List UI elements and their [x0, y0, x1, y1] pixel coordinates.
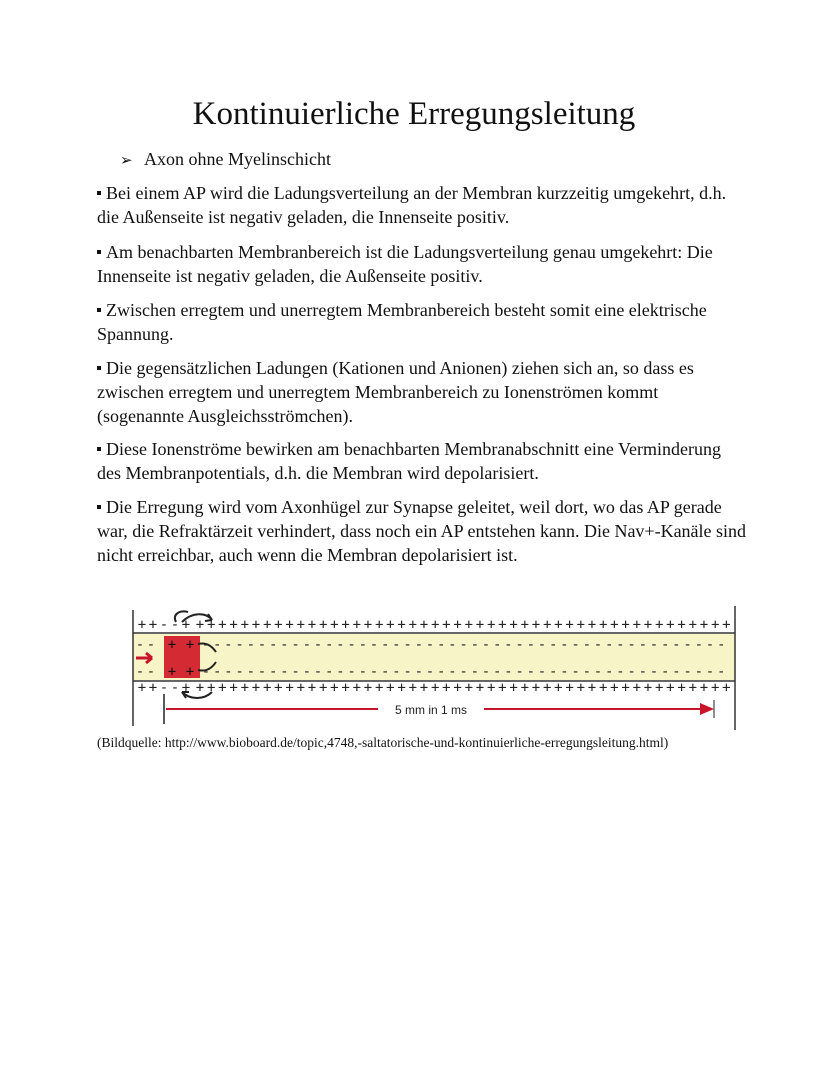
plus-charge: + [374, 617, 384, 633]
plus-charge: + [722, 617, 731, 633]
minus-charge: - [470, 637, 480, 653]
minus-charge: - [268, 664, 278, 680]
plus-charge: + [318, 617, 328, 633]
plus-charge: + [565, 680, 574, 696]
axon-diagram [128, 604, 742, 732]
plus-charge: + [643, 617, 653, 633]
plus-charge: + [453, 617, 462, 633]
minus-charge: - [135, 637, 145, 653]
minus-charge: - [280, 637, 289, 653]
plus-charge: + [167, 637, 177, 653]
minus-charge: - [571, 637, 580, 653]
minus-charge: - [481, 664, 491, 680]
plus-charge: + [666, 680, 675, 696]
plus-charge: + [352, 680, 362, 696]
minus-charge: - [548, 637, 558, 653]
minus-charge: - [291, 664, 300, 680]
minus-charge: - [313, 664, 323, 680]
minus-charge: - [159, 617, 169, 633]
minus-charge: - [492, 664, 502, 680]
plus-charge: + [419, 680, 429, 696]
minus-charge: - [347, 664, 356, 680]
minus-charge: - [358, 637, 368, 653]
minus-charge: - [201, 664, 211, 680]
plus-charge: + [251, 680, 261, 696]
plus-charge: + [710, 680, 720, 696]
plus-charge: + [699, 680, 709, 696]
plus-charge: + [274, 680, 283, 696]
minus-charge: - [336, 664, 345, 680]
plus-charge: + [520, 617, 530, 633]
plus-charge: + [363, 680, 373, 696]
plus-charge: + [677, 680, 686, 696]
minus-charge: - [380, 664, 390, 680]
plus-charge: + [296, 617, 306, 633]
subheading [120, 147, 331, 172]
plus-charge: + [430, 617, 440, 633]
minus-charge: - [716, 664, 726, 680]
minus-charge: - [683, 664, 692, 680]
minus-charge: - [302, 637, 312, 653]
plus-charge: + [610, 680, 619, 696]
plus-charge: + [419, 617, 429, 633]
square-bullet-icon [97, 191, 101, 195]
plus-charge: + [374, 680, 384, 696]
minus-charge: - [470, 664, 480, 680]
plus-charge: + [654, 680, 664, 696]
plus-charge: + [218, 617, 227, 633]
plus-charge: + [341, 617, 350, 633]
plus-charge: + [576, 617, 586, 633]
plus-charge: + [587, 617, 597, 633]
plus-charge: + [363, 617, 373, 633]
minus-charge: - [280, 664, 289, 680]
minus-charge: - [492, 637, 502, 653]
minus-charge: - [459, 637, 468, 653]
plus-charge: + [408, 617, 418, 633]
plus-charge: + [587, 680, 597, 696]
minus-charge: - [414, 664, 424, 680]
plus-charge: + [621, 680, 630, 696]
plus-charge: + [352, 617, 362, 633]
plus-charge: + [148, 680, 158, 696]
paragraph-text: Zwischen erregtem und unerregtem Membranbereich besteht somit eine elektrische Spannung. [97, 300, 707, 344]
minus-charge: - [358, 664, 368, 680]
minus-charge: - [380, 637, 390, 653]
plus-charge: + [710, 617, 720, 633]
image-source-caption: (Bildquelle: http://www.bioboard.de/topic,4748,-saltatorische-und-kontinuierliche-erregungsleitung.html) [97, 735, 669, 750]
minus-charge: - [672, 664, 681, 680]
minus-charge: - [459, 664, 468, 680]
minus-charge: - [504, 664, 513, 680]
plus-charge: + [699, 617, 709, 633]
minus-charge: - [593, 664, 603, 680]
minus-charge: - [571, 664, 580, 680]
paragraph-text: Am benachbarten Membranbereich ist die Ladungsverteilung genau umgekehrt: Die Innenseite ist negativ geladen, die Außenseite positiv. [97, 242, 713, 286]
minus-charge: - [649, 637, 659, 653]
plus-charge: + [722, 680, 731, 696]
plus-charge: + [229, 680, 238, 696]
plus-charge: + [296, 680, 306, 696]
plus-charge: + [397, 617, 406, 633]
plus-charge: + [610, 617, 619, 633]
minus-charge: - [448, 664, 457, 680]
minus-charge: - [515, 664, 524, 680]
minus-charge: - [235, 664, 244, 680]
axon-diagram-svg [128, 604, 742, 732]
plus-charge: + [185, 637, 195, 653]
minus-charge: - [638, 664, 648, 680]
plus-charge: + [531, 680, 541, 696]
minus-charge: - [246, 664, 256, 680]
plus-charge: + [262, 680, 272, 696]
plus-charge: + [486, 617, 496, 633]
plus-charge: + [240, 617, 250, 633]
minus-charge: - [324, 664, 334, 680]
plus-charge: + [542, 617, 552, 633]
minus-charge: - [403, 637, 412, 653]
minus-charge: - [425, 637, 435, 653]
plus-charge: + [509, 680, 518, 696]
plus-charge: + [307, 680, 317, 696]
minus-charge: - [537, 664, 547, 680]
plus-charge: + [453, 680, 462, 696]
plus-charge: + [386, 617, 395, 633]
minus-charge: - [526, 664, 536, 680]
plus-charge: + [632, 680, 642, 696]
plus-charge: + [330, 617, 339, 633]
minus-charge: - [369, 664, 379, 680]
minus-charge: - [548, 664, 558, 680]
minus-charge: - [694, 664, 704, 680]
minus-charge: - [369, 637, 379, 653]
minus-charge: - [660, 664, 670, 680]
minus-charge: - [324, 637, 334, 653]
minus-charge: - [436, 664, 446, 680]
minus-charge: - [347, 637, 356, 653]
plus-charge: + [654, 617, 664, 633]
minus-charge: - [604, 664, 614, 680]
minus-charge: - [448, 637, 457, 653]
plus-charge: + [442, 617, 451, 633]
plus-charge: + [430, 680, 440, 696]
plus-charge: + [206, 680, 216, 696]
plus-charge: + [185, 664, 195, 680]
plus-charge: + [498, 617, 507, 633]
minus-charge: - [672, 637, 681, 653]
plus-charge: + [442, 680, 451, 696]
minus-charge: - [660, 637, 670, 653]
minus-charge: - [504, 637, 513, 653]
minus-charge: - [616, 664, 625, 680]
plus-charge: + [137, 617, 147, 633]
minus-charge: - [481, 637, 491, 653]
paragraph-text: Die Erregung wird vom Axonhügel zur Synapse geleitet, weil dort, wo das AP gerade war, die Refraktärzeit verhindert, dass noch ein AP entstehen kann. Die Nav+-Kanäle sind nicht erreichbar, auch wenn die Membran depolarisiert ist. [97, 497, 747, 565]
minus-charge: - [212, 664, 222, 680]
plus-charge: + [565, 617, 574, 633]
minus-charge: - [170, 680, 180, 696]
minus-charge: - [257, 664, 267, 680]
minus-charge: - [224, 637, 233, 653]
plus-charge: + [598, 617, 608, 633]
paragraph [97, 495, 747, 567]
minus-charge: - [716, 637, 726, 653]
plus-charge: + [554, 617, 563, 633]
plus-charge: + [576, 680, 586, 696]
paragraph [97, 181, 747, 229]
plus-charge: + [229, 617, 238, 633]
plus-charge: + [408, 680, 418, 696]
minus-charge: - [257, 637, 267, 653]
minus-charge: - [604, 637, 614, 653]
plus-charge: + [464, 680, 474, 696]
square-bullet-icon [97, 447, 101, 451]
minus-charge: - [336, 637, 345, 653]
minus-charge: - [436, 637, 446, 653]
minus-charge: - [201, 637, 211, 653]
plus-charge: + [195, 680, 205, 696]
minus-charge: - [694, 637, 704, 653]
minus-charge: - [705, 637, 715, 653]
plus-charge: + [262, 617, 272, 633]
minus-charge: - [526, 637, 536, 653]
minus-charge: - [212, 637, 222, 653]
plus-charge: + [137, 680, 147, 696]
minus-charge: - [638, 637, 648, 653]
plus-charge: + [195, 617, 205, 633]
plus-charge: + [643, 680, 653, 696]
speed-label: 5 mm in 1 ms [394, 703, 468, 717]
plus-charge: + [330, 680, 339, 696]
minus-charge: - [582, 637, 592, 653]
plus-charge: + [318, 680, 328, 696]
plus-charge: + [274, 617, 283, 633]
minus-charge: - [616, 637, 625, 653]
paragraph [97, 437, 747, 485]
minus-charge: - [302, 664, 312, 680]
plus-charge: + [341, 680, 350, 696]
minus-charge: - [560, 637, 569, 653]
plus-charge: + [181, 617, 191, 633]
minus-charge: - [537, 637, 547, 653]
minus-charge: - [235, 637, 244, 653]
minus-charge: - [146, 664, 156, 680]
plus-charge: + [240, 680, 250, 696]
plus-charge: + [475, 680, 485, 696]
square-bullet-icon [97, 505, 101, 509]
plus-charge: + [386, 680, 395, 696]
arrow-bullet-icon: ➢ [120, 151, 133, 169]
plus-charge: + [677, 617, 686, 633]
minus-charge: - [392, 664, 401, 680]
minus-charge: - [683, 637, 692, 653]
minus-charge: - [224, 664, 233, 680]
plus-charge: + [542, 680, 552, 696]
plus-charge: + [520, 680, 530, 696]
plus-charge: + [688, 617, 698, 633]
minus-charge: - [392, 637, 401, 653]
minus-charge: - [246, 637, 256, 653]
plus-charge: + [251, 617, 261, 633]
minus-charge: - [268, 637, 278, 653]
minus-charge: - [313, 637, 323, 653]
plus-charge: + [285, 617, 294, 633]
plus-charge: + [148, 617, 158, 633]
minus-charge: - [560, 664, 569, 680]
plus-charge: + [666, 617, 675, 633]
minus-charge: - [627, 637, 636, 653]
minus-charge: - [170, 617, 180, 633]
plus-charge: + [688, 680, 698, 696]
minus-charge: - [649, 664, 659, 680]
subheading-text: Axon ohne Myelinschicht [144, 149, 331, 169]
minus-charge: - [414, 637, 424, 653]
minus-charge: - [705, 664, 715, 680]
paragraph-text: Diese Ionenströme bewirken am benachbarten Membranabschnitt eine Verminderung des Membranpotentials, d.h. die Membran wird depolarisiert. [97, 439, 721, 483]
plus-charge: + [181, 680, 191, 696]
minus-charge: - [582, 664, 592, 680]
minus-charge: - [159, 680, 169, 696]
plus-charge: + [621, 617, 630, 633]
minus-charge: - [425, 664, 435, 680]
plus-charge: + [509, 617, 518, 633]
plus-charge: + [554, 680, 563, 696]
plus-charge: + [397, 680, 406, 696]
minus-charge: - [403, 664, 412, 680]
paragraph [97, 298, 747, 346]
minus-charge: - [593, 637, 603, 653]
minus-charge: - [291, 637, 300, 653]
plus-charge: + [531, 617, 541, 633]
paragraph-text: Bei einem AP wird die Ladungsverteilung an der Membran kurzzeitig umgekehrt, d.h. die Außenseite ist negativ geladen, die Innenseite positiv. [97, 183, 727, 227]
paragraph [97, 240, 747, 288]
scale-arrowhead-icon [700, 703, 714, 715]
plus-charge: + [498, 680, 507, 696]
plus-charge: + [285, 680, 294, 696]
plus-charge: + [167, 664, 177, 680]
square-bullet-icon [97, 250, 101, 254]
plus-charge: + [486, 680, 496, 696]
square-bullet-icon [97, 308, 101, 312]
plus-charge: + [464, 617, 474, 633]
minus-charge: - [146, 637, 156, 653]
page-title: Kontinuierliche Erregungsleitung [192, 96, 636, 132]
minus-charge: - [515, 637, 524, 653]
plus-charge: + [218, 680, 227, 696]
plus-charge: + [598, 680, 608, 696]
plus-charge: + [632, 617, 642, 633]
plus-charge: + [475, 617, 485, 633]
square-bullet-icon [97, 366, 101, 370]
paragraph [97, 356, 747, 428]
minus-charge: - [627, 664, 636, 680]
plus-charge: + [307, 617, 317, 633]
minus-charge: - [135, 664, 145, 680]
plus-charge: + [206, 617, 216, 633]
paragraph-text: Die gegensätzlichen Ladungen (Kationen und Anionen) ziehen sich an, so dass es zwischen erregtem und unerregtem Membranbereich zu Ionenströmen kommt (sogenannte Ausgleichsströmchen). [97, 358, 694, 426]
